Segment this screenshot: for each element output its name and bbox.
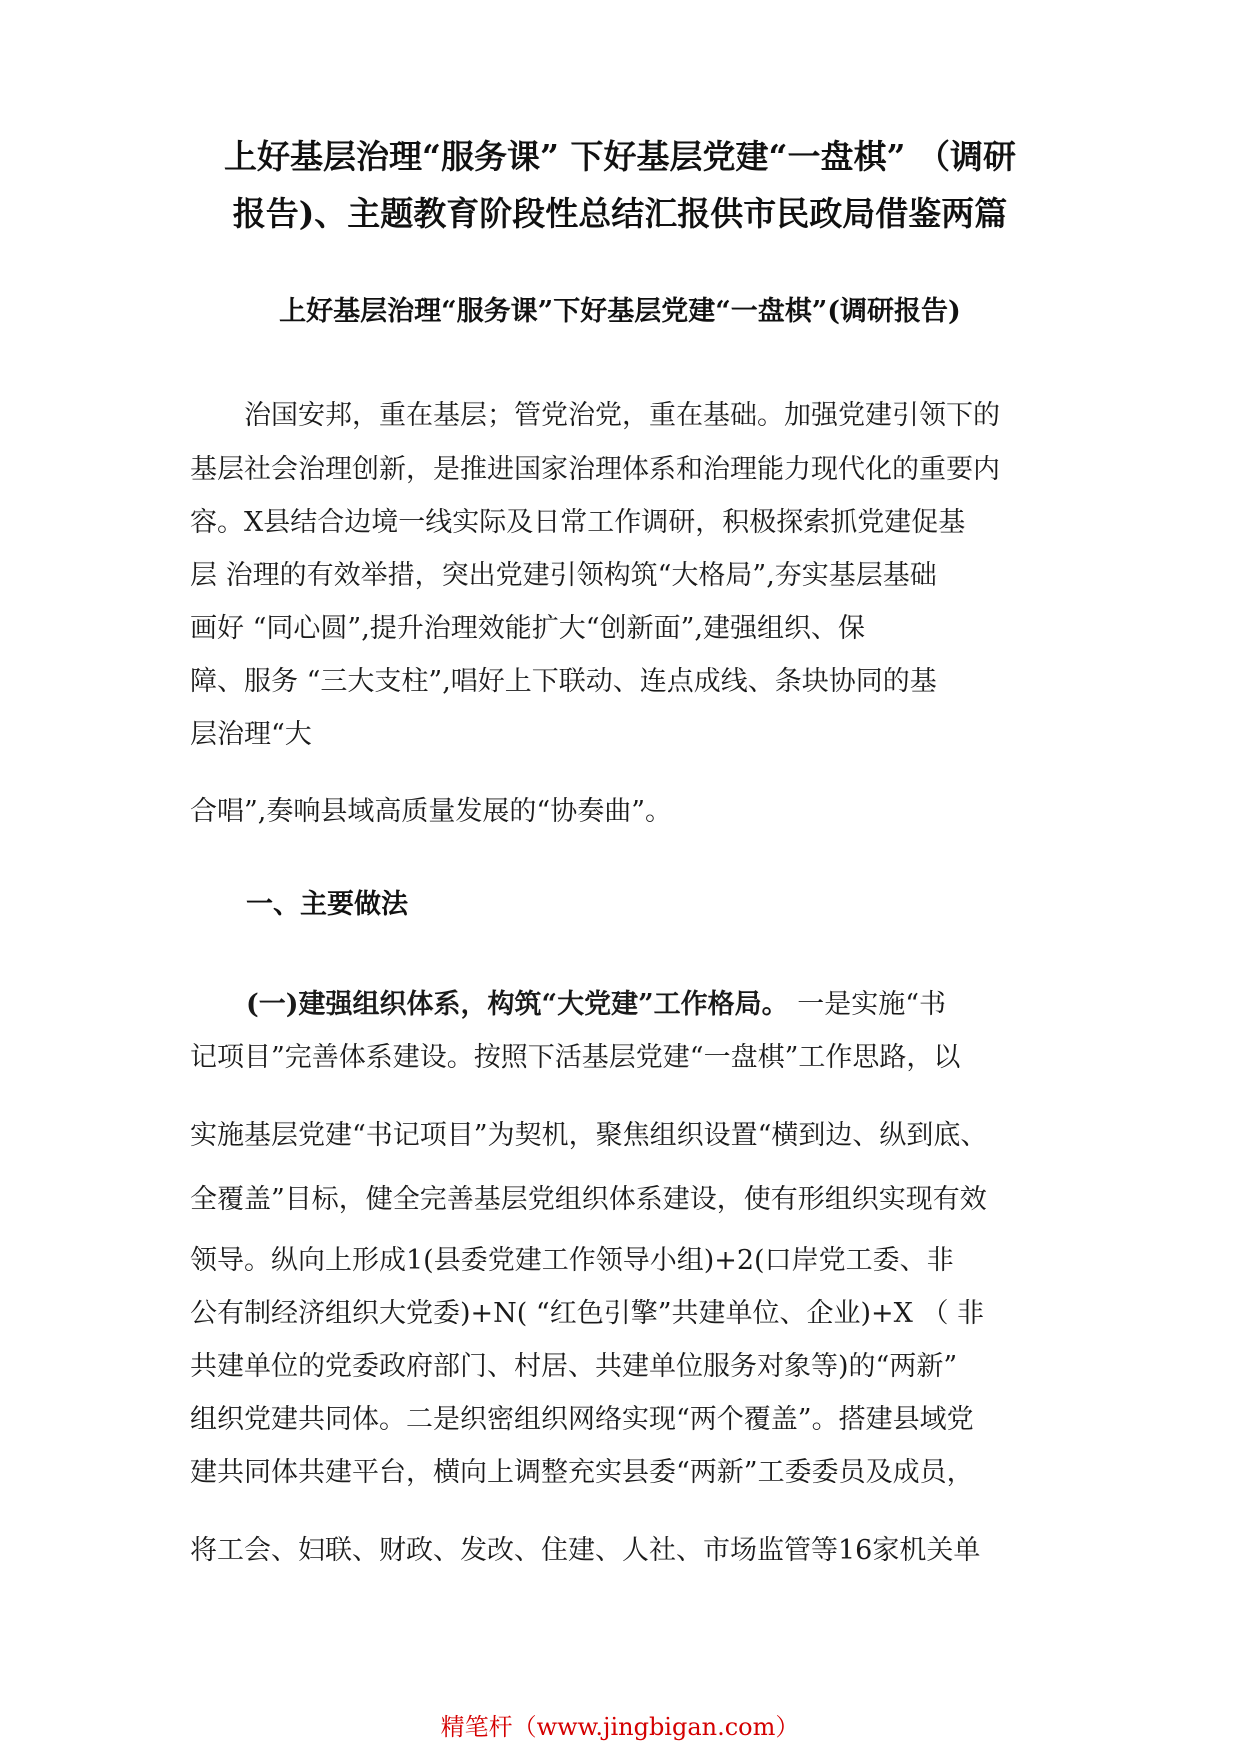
- intro-line: 容。X县结合边境一线实际及日常工作调研，积极探索抓党建促基: [190, 507, 966, 538]
- item1-line: 组织党建共同体。二是织密组织网络实现“两个覆盖”。搭建县域党: [190, 1404, 974, 1435]
- item1-line: 领导。纵向上形成1(县委党建工作领导小组)+2(口岸党工委、非: [190, 1245, 954, 1276]
- footer-watermark-link[interactable]: 精笔杆（www.jingbigan.com）: [440, 1713, 800, 1741]
- intro-line: 画好 “同心圆”,提升治理效能扩大“创新面”,建强组织、保: [190, 613, 865, 644]
- item1-first-line: [246, 985, 946, 1025]
- item1-line: 记项目”完善体系建设。按照下活基层党建“一盘棋”工作思路，以: [190, 1042, 961, 1073]
- item1-line: 全覆盖”目标，健全完善基层党组织体系建设，使有形组织实现有效: [190, 1184, 987, 1215]
- item1-line: 共建单位的党委政府部门、村居、共建单位服务对象等)的“两新”: [190, 1351, 958, 1382]
- intro-line: 基层社会治理创新，是推进国家治理体系和治理能力现代化的重要内: [190, 454, 1000, 485]
- item1-bold-heading: (一)建强组织体系，构筑“大党建”工作格局。: [246, 989, 789, 1020]
- intro-line: 障、服务 “三大支柱”,唱好上下联动、连点成线、条块协同的基: [190, 666, 937, 697]
- intro-line: 合唱”,奏响县域高质量发展的“协奏曲”。: [190, 796, 672, 827]
- report-subtitle: 上好基层治理“服务课”下好基层党建“一盘棋”(调研报告): [279, 296, 961, 327]
- document-title-line-1: 上好基层治理“服务课” 下好基层党建“一盘棋” （调研: [224, 137, 1016, 176]
- item1-line: 实施基层党建“书记项目”为契机，聚焦组织设置“横到边、纵到底、: [190, 1120, 988, 1151]
- section-heading: 一、主要做法: [246, 889, 408, 920]
- item1-line: 建共同体共建平台，横向上调整充实县委“两新”工委委员及成员，: [190, 1457, 974, 1488]
- intro-line: 层治理“大: [190, 719, 312, 750]
- intro-line: 层 治理的有效举措，突出党建引领构筑“大格局”,夯实基层基础: [190, 560, 937, 591]
- item1-line: 公有制经济组织大党委)+N( “红色引擎”共建单位、企业)+X （ 非: [190, 1298, 985, 1329]
- intro-line: 治国安邦，重在基层；管党治党，重在基础。加强党建引领下的: [244, 400, 1000, 431]
- document-title-line-2: 报告)、主题教育阶段性总结汇报供市民政局借鉴两篇: [232, 194, 1008, 233]
- item1-first-line-rest: 一是实施“书: [788, 989, 947, 1020]
- item1-line: 将工会、妇联、财政、发改、住建、人社、市场监管等16家机关单: [190, 1535, 981, 1566]
